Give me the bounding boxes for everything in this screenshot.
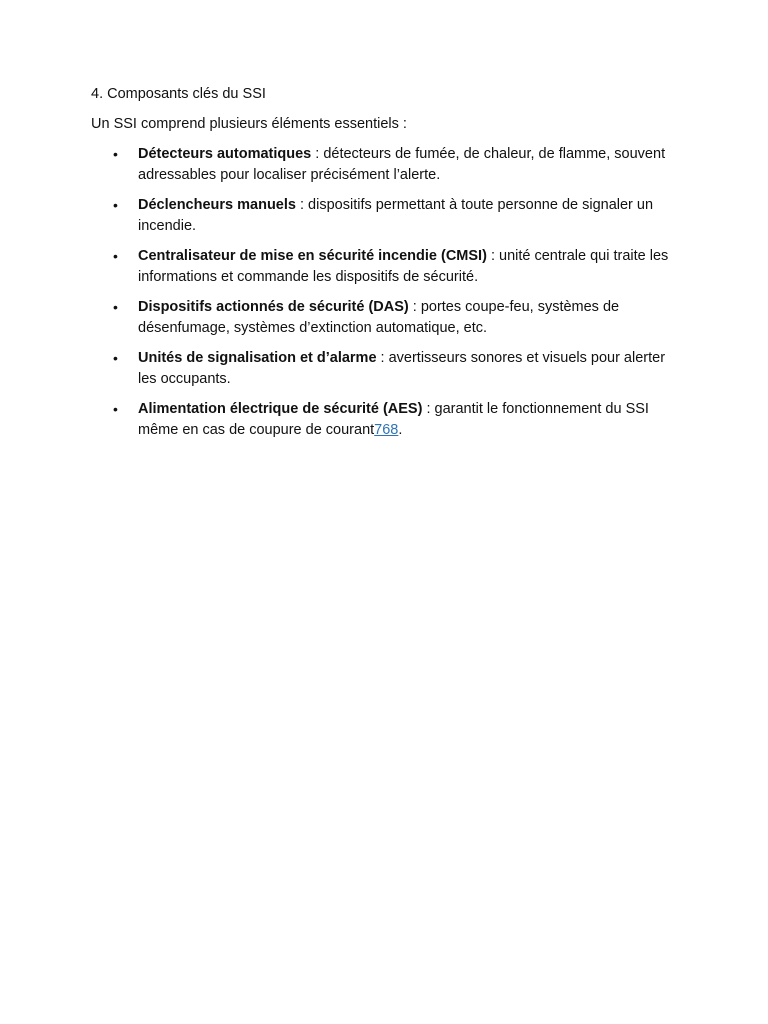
item-text: : portes coupe-feu, systèmes de désenfumage, systèmes d’extinction automatique, etc. xyxy=(138,299,620,336)
section-intro: Un SSI comprend plusieurs éléments essentiels : xyxy=(91,116,407,132)
item-term: Centralisateur de mise en sécurité incendie (CMSI) xyxy=(138,248,487,264)
item-term: Dispositifs actionnés de sécurité (DAS) xyxy=(138,299,409,315)
bullet-icon: • xyxy=(113,248,118,264)
bullet-icon: • xyxy=(113,299,118,315)
item-term: Détecteurs automatiques xyxy=(138,146,312,162)
item-text: : dispositifs permettant à toute personne de signaler un incendie. xyxy=(138,197,654,234)
item-text: : détecteurs de fumée, de chaleur, de flamme, souvent adressables pour localiser précisément l’alerte. xyxy=(138,146,666,183)
item-term: Déclencheurs manuels xyxy=(138,197,296,213)
bullet-icon: • xyxy=(113,197,118,213)
item-text: : avertisseurs sonores et visuels pour alerter les occupants. xyxy=(138,350,666,387)
document-page xyxy=(91,84,686,450)
citation-link[interactable]: 768 xyxy=(374,421,399,438)
list-item xyxy=(91,399,686,440)
item-text: : garantit le fonctionnement du SSI même en cas de coupure de courant xyxy=(138,401,649,438)
list-item xyxy=(91,297,686,338)
item-end: . xyxy=(398,421,403,438)
bullet-icon: • xyxy=(113,401,118,417)
item-text: : unité centrale qui traite les informations et commande les dispositifs de sécurité. xyxy=(138,248,669,285)
list-item xyxy=(91,195,686,236)
list-item xyxy=(91,144,686,185)
list-item xyxy=(91,348,686,389)
bullet-icon: • xyxy=(113,350,118,366)
components-list xyxy=(91,144,686,440)
section-heading: 4. Composants clés du SSI xyxy=(91,86,266,102)
bullet-icon: • xyxy=(113,146,118,162)
item-term: Unités de signalisation et d’alarme xyxy=(138,350,377,366)
item-term: Alimentation électrique de sécurité (AES) xyxy=(138,401,423,417)
list-item xyxy=(91,246,686,287)
